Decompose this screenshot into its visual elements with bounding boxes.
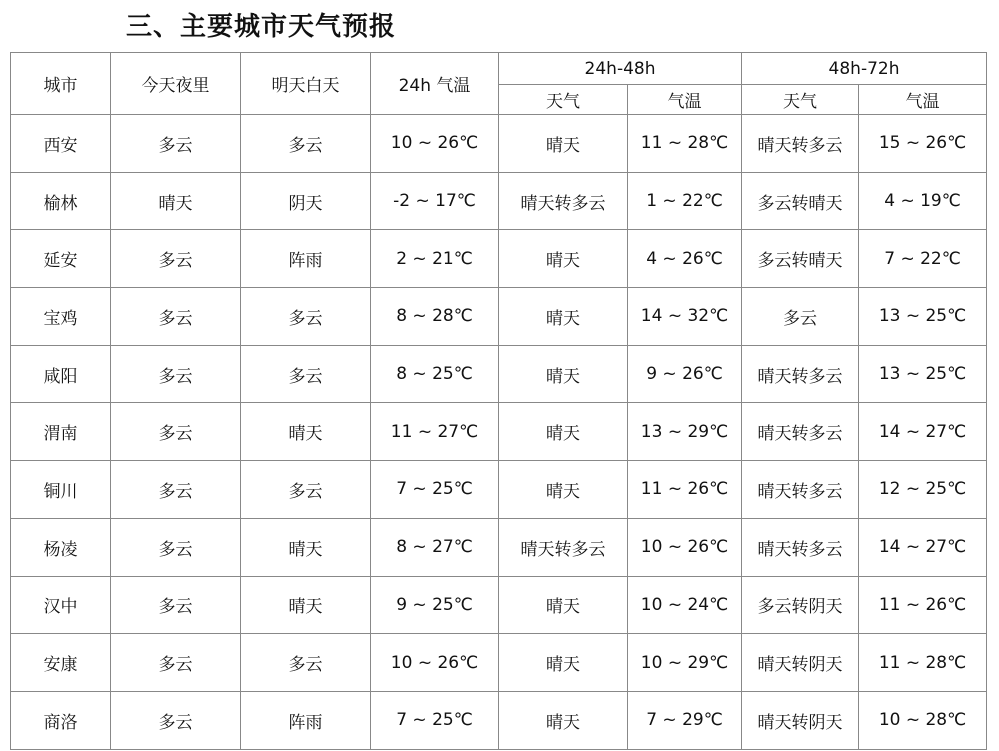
cell-tomorrow-day: 晴天: [241, 403, 371, 461]
cell-tomorrow-day: 多云: [241, 461, 371, 519]
cell-tonight: 多云: [111, 403, 241, 461]
cell-tonight: 多云: [111, 345, 241, 403]
cell-tomorrow-day: 阵雨: [241, 691, 371, 749]
cell-temp-48-72: 13 ~ 25℃: [859, 288, 987, 346]
cell-temp-24h: 7 ~ 25℃: [371, 461, 499, 519]
cell-city: 渭南: [11, 403, 111, 461]
cell-weather-48-72: 多云转晴天: [742, 172, 859, 230]
cell-temp-24h: 11 ~ 27℃: [371, 403, 499, 461]
cell-weather-48-72: 多云: [742, 288, 859, 346]
cell-temp-48-72: 14 ~ 27℃: [859, 518, 987, 576]
cell-tomorrow-day: 阵雨: [241, 230, 371, 288]
cell-temp-24-48: 7 ~ 29℃: [628, 691, 742, 749]
header-weather-24-48: 天气: [499, 85, 628, 115]
cell-city: 咸阳: [11, 345, 111, 403]
cell-temp-24h: 7 ~ 25℃: [371, 691, 499, 749]
cell-temp-24-48: 10 ~ 24℃: [628, 576, 742, 634]
section-title: 三、主要城市天气预报: [126, 12, 397, 42]
cell-temp-24-48: 9 ~ 26℃: [628, 345, 742, 403]
cell-temp-24h: 9 ~ 25℃: [371, 576, 499, 634]
cell-temp-24-48: 10 ~ 29℃: [628, 634, 742, 692]
cell-weather-48-72: 晴天转多云: [742, 461, 859, 519]
cell-tonight: 多云: [111, 230, 241, 288]
table-row: [11, 691, 987, 749]
cell-tonight: 晴天: [111, 172, 241, 230]
cell-temp-24h: 2 ~ 21℃: [371, 230, 499, 288]
cell-temp-24-48: 10 ~ 26℃: [628, 518, 742, 576]
cell-temp-24h: 10 ~ 26℃: [371, 115, 499, 173]
cell-weather-24-48: 晴天: [499, 461, 628, 519]
table-row: [11, 172, 987, 230]
cell-tomorrow-day: 晴天: [241, 576, 371, 634]
cell-city: 商洛: [11, 691, 111, 749]
table-row: [11, 576, 987, 634]
cell-tonight: 多云: [111, 461, 241, 519]
cell-weather-48-72: 晴天转多云: [742, 403, 859, 461]
cell-city: 延安: [11, 230, 111, 288]
cell-temp-48-72: 10 ~ 28℃: [859, 691, 987, 749]
header-period-24-48: 24h-48h: [499, 53, 742, 85]
header-temp-24h: 24h 气温: [371, 53, 499, 115]
cell-temp-24h: 8 ~ 27℃: [371, 518, 499, 576]
cell-weather-48-72: 晴天转阴天: [742, 634, 859, 692]
cell-temp-24-48: 13 ~ 29℃: [628, 403, 742, 461]
table-row: [11, 403, 987, 461]
header-tonight: 今天夜里: [111, 53, 241, 115]
header-weather-48-72: 天气: [742, 85, 859, 115]
table-row: [11, 634, 987, 692]
table-row: [11, 518, 987, 576]
header-tomorrow-day: 明天白天: [241, 53, 371, 115]
cell-weather-48-72: 多云转阴天: [742, 576, 859, 634]
cell-temp-48-72: 13 ~ 25℃: [859, 345, 987, 403]
cell-weather-24-48: 晴天: [499, 691, 628, 749]
cell-city: 铜川: [11, 461, 111, 519]
cell-temp-24h: -2 ~ 17℃: [371, 172, 499, 230]
cell-weather-48-72: 晴天转多云: [742, 518, 859, 576]
cell-temp-24-48: 11 ~ 28℃: [628, 115, 742, 173]
cell-temp-24-48: 14 ~ 32℃: [628, 288, 742, 346]
cell-tonight: 多云: [111, 115, 241, 173]
cell-weather-24-48: 晴天转多云: [499, 518, 628, 576]
cell-city: 杨凌: [11, 518, 111, 576]
cell-weather-24-48: 晴天: [499, 403, 628, 461]
cell-city: 安康: [11, 634, 111, 692]
cell-tomorrow-day: 晴天: [241, 518, 371, 576]
city-weather-table: [10, 52, 987, 750]
cell-temp-24-48: 1 ~ 22℃: [628, 172, 742, 230]
table-row: [11, 345, 987, 403]
cell-tonight: 多云: [111, 288, 241, 346]
cell-temp-48-72: 11 ~ 26℃: [859, 576, 987, 634]
cell-weather-48-72: 晴天转阴天: [742, 691, 859, 749]
cell-city: 汉中: [11, 576, 111, 634]
cell-tonight: 多云: [111, 634, 241, 692]
table-row: [11, 115, 987, 173]
cell-temp-48-72: 11 ~ 28℃: [859, 634, 987, 692]
header-city: 城市: [11, 53, 111, 115]
cell-weather-24-48: 晴天: [499, 634, 628, 692]
cell-temp-48-72: 12 ~ 25℃: [859, 461, 987, 519]
header-temp-48-72: 气温: [859, 85, 987, 115]
cell-temp-24h: 8 ~ 28℃: [371, 288, 499, 346]
cell-weather-24-48: 晴天: [499, 576, 628, 634]
table-row: [11, 230, 987, 288]
cell-temp-24-48: 11 ~ 26℃: [628, 461, 742, 519]
cell-tonight: 多云: [111, 691, 241, 749]
cell-city: 榆林: [11, 172, 111, 230]
table-row: [11, 461, 987, 519]
cell-weather-24-48: 晴天: [499, 288, 628, 346]
cell-weather-48-72: 晴天转多云: [742, 115, 859, 173]
cell-tomorrow-day: 多云: [241, 288, 371, 346]
cell-weather-24-48: 晴天转多云: [499, 172, 628, 230]
cell-city: 西安: [11, 115, 111, 173]
table-body: [11, 115, 987, 750]
cell-tomorrow-day: 多云: [241, 115, 371, 173]
cell-tonight: 多云: [111, 518, 241, 576]
cell-tonight: 多云: [111, 576, 241, 634]
header-temp-24-48: 气温: [628, 85, 742, 115]
header-period-48-72: 48h-72h: [742, 53, 987, 85]
cell-tomorrow-day: 阴天: [241, 172, 371, 230]
cell-tomorrow-day: 多云: [241, 345, 371, 403]
cell-temp-48-72: 7 ~ 22℃: [859, 230, 987, 288]
cell-temp-48-72: 15 ~ 26℃: [859, 115, 987, 173]
cell-weather-48-72: 多云转晴天: [742, 230, 859, 288]
cell-tomorrow-day: 多云: [241, 634, 371, 692]
cell-temp-48-72: 4 ~ 19℃: [859, 172, 987, 230]
cell-weather-24-48: 晴天: [499, 345, 628, 403]
cell-temp-24h: 8 ~ 25℃: [371, 345, 499, 403]
cell-weather-24-48: 晴天: [499, 230, 628, 288]
cell-temp-24-48: 4 ~ 26℃: [628, 230, 742, 288]
cell-temp-24h: 10 ~ 26℃: [371, 634, 499, 692]
cell-weather-24-48: 晴天: [499, 115, 628, 173]
table-row: [11, 288, 987, 346]
cell-city: 宝鸡: [11, 288, 111, 346]
cell-weather-48-72: 晴天转多云: [742, 345, 859, 403]
cell-temp-48-72: 14 ~ 27℃: [859, 403, 987, 461]
